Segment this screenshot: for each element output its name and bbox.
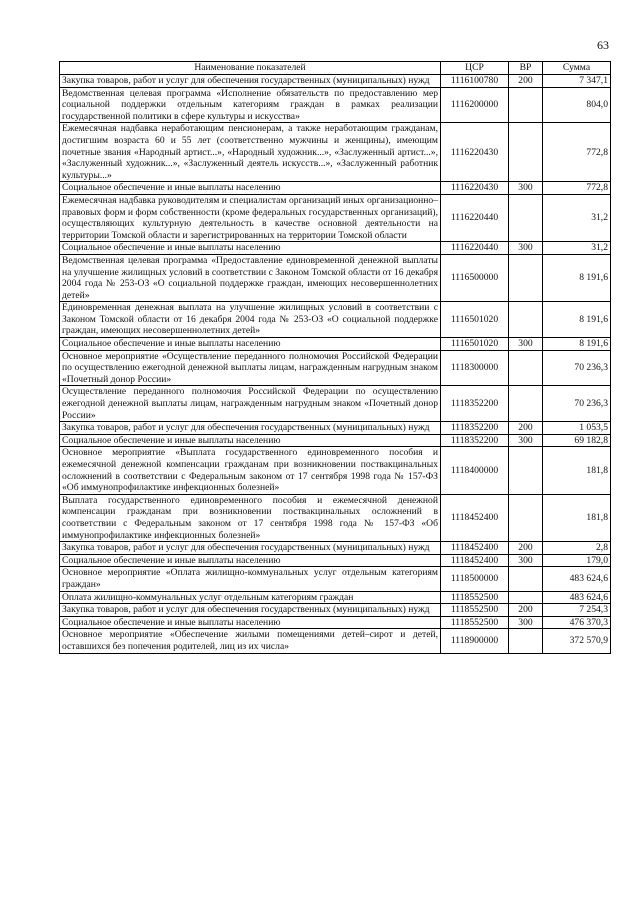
table-body	[60, 75, 611, 654]
cell-csr: 1118300000	[441, 350, 509, 386]
cell-name: Социальное обеспечение и иные выплаты населению	[60, 338, 441, 351]
cell-name: Ежемесячная надбавка неработающим пенсионерам, а также неработающим гражданам, достигшим возраста 60 и 55 лет (соответственно мужчины и женщины), имеющим почетные звания «Народный артист...», «Народный художник...», «Заслуженный артист...», «Заслуженный художник...», «Заслуженный деятель искусств...», «Заслуженный работник культуры...»	[60, 123, 441, 182]
cell-sum: 483 624,6	[543, 567, 611, 591]
cell-vr	[509, 87, 543, 123]
cell-vr: 200	[509, 75, 543, 88]
page-number: 63	[597, 38, 609, 52]
cell-sum: 7 254,3	[543, 604, 611, 617]
cell-sum: 179,0	[543, 554, 611, 567]
table-header-row	[60, 62, 611, 75]
cell-csr: 1116220440	[441, 194, 509, 241]
cell-sum: 372 570,9	[543, 629, 611, 653]
table-row	[60, 302, 611, 338]
cell-name: Основное мероприятие «Оплата жилищно-коммунальных услуг отдельным категориям граждан»	[60, 567, 441, 591]
table-row	[60, 123, 611, 182]
cell-vr	[509, 494, 543, 541]
cell-sum: 70 236,3	[543, 386, 611, 422]
cell-csr: 1118352200	[441, 422, 509, 435]
cell-vr: 300	[509, 616, 543, 629]
table-row	[60, 629, 611, 653]
cell-csr: 1118352200	[441, 434, 509, 447]
cell-sum: 1 053,5	[543, 422, 611, 435]
cell-name: Социальное обеспечение и иные выплаты населению	[60, 434, 441, 447]
table-row	[60, 87, 611, 123]
cell-name: Основное мероприятие «Обеспечение жилыми помещениями детей–сирот и детей, оставшихся без попечения родителей, лиц из их числа»	[60, 629, 441, 653]
cell-csr: 1116500000	[441, 254, 509, 301]
table-row	[60, 447, 611, 494]
cell-sum: 483 624,6	[543, 591, 611, 604]
cell-csr: 1118552500	[441, 604, 509, 617]
cell-csr: 1118400000	[441, 447, 509, 494]
table-row	[60, 242, 611, 255]
cell-csr: 1116220440	[441, 242, 509, 255]
cell-name: Закупка товаров, работ и услуг для обеспечения государственных (муниципальных) нужд	[60, 604, 441, 617]
table-row	[60, 350, 611, 386]
cell-name: Социальное обеспечение и иные выплаты населению	[60, 616, 441, 629]
header-vr: ВР	[509, 62, 543, 75]
cell-sum: 2,8	[543, 542, 611, 555]
cell-csr: 1118552500	[441, 591, 509, 604]
table-row	[60, 182, 611, 195]
cell-name: Социальное обеспечение и иные выплаты населению	[60, 554, 441, 567]
cell-name: Ведомственная целевая программа «Предоставление единовременной денежной выплаты на улучшение жилищных условий в соответствии с Законом Томской области от 16 декабря 2004 года № 253-ОЗ «О социальной поддержке граждан, имеющих несовершеннолетних детей»	[60, 254, 441, 301]
cell-sum: 8 191,6	[543, 302, 611, 338]
cell-csr: 1118552500	[441, 616, 509, 629]
header-csr: ЦСР	[441, 62, 509, 75]
cell-vr	[509, 386, 543, 422]
cell-vr: 200	[509, 542, 543, 555]
cell-csr: 1116220430	[441, 182, 509, 195]
cell-name: Ведомственная целевая программа «Исполнение обязательств по предоставлению мер социальной поддержки отдельным категориям граждан в рамках реализации государственной политики в сфере культуры и искусства»	[60, 87, 441, 123]
cell-sum: 476 370,3	[543, 616, 611, 629]
header-name: Наименование показателей	[60, 62, 441, 75]
cell-name: Социальное обеспечение и иные выплаты населению	[60, 182, 441, 195]
cell-csr: 1118452400	[441, 542, 509, 555]
cell-csr: 1118452400	[441, 494, 509, 541]
cell-csr: 1118500000	[441, 567, 509, 591]
table-row	[60, 194, 611, 241]
cell-name: Выплата государственного единовременного пособия и ежемесячной денежной компенсации гражданам при возникновении поствакцинальных осложнений в соответствии с Федеральным законом от 17 сентября 1998 года № 157-ФЗ «Об иммунопрофилактике инфекционных болезней»	[60, 494, 441, 541]
cell-csr: 1118452400	[441, 554, 509, 567]
table-row	[60, 616, 611, 629]
cell-vr	[509, 629, 543, 653]
cell-sum: 8 191,6	[543, 338, 611, 351]
cell-csr: 1116200000	[441, 87, 509, 123]
cell-name: Основное мероприятие «Осуществление переданного полномочия Российской Федерации по осуществлению ежегодной денежной выплаты лицам, награжденным нагрудным знаком «Почетный донор России»	[60, 350, 441, 386]
cell-vr: 200	[509, 604, 543, 617]
table-row	[60, 542, 611, 555]
table-row	[60, 338, 611, 351]
cell-vr	[509, 254, 543, 301]
cell-vr: 300	[509, 434, 543, 447]
cell-csr: 1116501020	[441, 338, 509, 351]
cell-csr: 1116100780	[441, 75, 509, 88]
cell-csr: 1118352200	[441, 386, 509, 422]
cell-vr: 200	[509, 422, 543, 435]
cell-name: Ежемесячная надбавка руководителям и специалистам организаций иных организационно–правовых форм и форм собственности (кроме федеральных государственных организаций), осуществляющих культурную деятельность в качестве основной деятельности на территории Томской области и зарегистрированных на территории Томской области	[60, 194, 441, 241]
cell-csr: 1116501020	[441, 302, 509, 338]
cell-name: Закупка товаров, работ и услуг для обеспечения государственных (муниципальных) нужд	[60, 422, 441, 435]
cell-name: Закупка товаров, работ и услуг для обеспечения государственных (муниципальных) нужд	[60, 75, 441, 88]
table-row	[60, 75, 611, 88]
table-row	[60, 567, 611, 591]
cell-sum: 31,2	[543, 242, 611, 255]
cell-sum: 8 191,6	[543, 254, 611, 301]
cell-vr	[509, 567, 543, 591]
table-row	[60, 494, 611, 541]
cell-sum: 70 236,3	[543, 350, 611, 386]
cell-sum: 772,8	[543, 123, 611, 182]
cell-vr	[509, 447, 543, 494]
cell-vr	[509, 194, 543, 241]
cell-vr: 300	[509, 242, 543, 255]
header-sum: Сумма	[543, 62, 611, 75]
cell-sum: 7 347,1	[543, 75, 611, 88]
cell-vr: 300	[509, 182, 543, 195]
cell-name: Оплата жилищно-коммунальных услуг отдельным категориям граждан	[60, 591, 441, 604]
cell-csr: 1116220430	[441, 123, 509, 182]
cell-sum: 181,8	[543, 494, 611, 541]
cell-vr: 300	[509, 554, 543, 567]
cell-sum: 804,0	[543, 87, 611, 123]
table-row	[60, 554, 611, 567]
cell-sum: 772,8	[543, 182, 611, 195]
cell-vr	[509, 302, 543, 338]
table-row	[60, 434, 611, 447]
table-row	[60, 422, 611, 435]
cell-vr	[509, 591, 543, 604]
budget-table	[59, 61, 611, 654]
cell-sum: 181,8	[543, 447, 611, 494]
cell-vr	[509, 123, 543, 182]
table-row	[60, 254, 611, 301]
cell-name: Основное мероприятие «Выплата государственного единовременного пособия и ежемесячной денежной компенсации гражданам при возникновении поствакцинальных осложнений в соответствии с Федеральным законом от 17 сентября 1998 года № 157-ФЗ «Об иммунопрофилактике инфекционных болезней»	[60, 447, 441, 494]
cell-vr: 300	[509, 338, 543, 351]
cell-vr	[509, 350, 543, 386]
cell-sum: 69 182,8	[543, 434, 611, 447]
cell-name: Единовременная денежная выплата на улучшение жилищных условий в соответствии с Законом Томской области от 16 декабря 2004 года № 253-ОЗ «О социальной поддержке граждан, имеющих несовершеннолетних детей»	[60, 302, 441, 338]
table-row	[60, 604, 611, 617]
cell-name: Социальное обеспечение и иные выплаты населению	[60, 242, 441, 255]
table-row	[60, 386, 611, 422]
table-row	[60, 591, 611, 604]
cell-name: Закупка товаров, работ и услуг для обеспечения государственных (муниципальных) нужд	[60, 542, 441, 555]
cell-csr: 1118900000	[441, 629, 509, 653]
cell-sum: 31,2	[543, 194, 611, 241]
cell-name: Осуществление переданного полномочия Российской Федерации по осуществлению ежегодной денежной выплаты лицам, награжденным нагрудным знаком «Почетный донор России»	[60, 386, 441, 422]
